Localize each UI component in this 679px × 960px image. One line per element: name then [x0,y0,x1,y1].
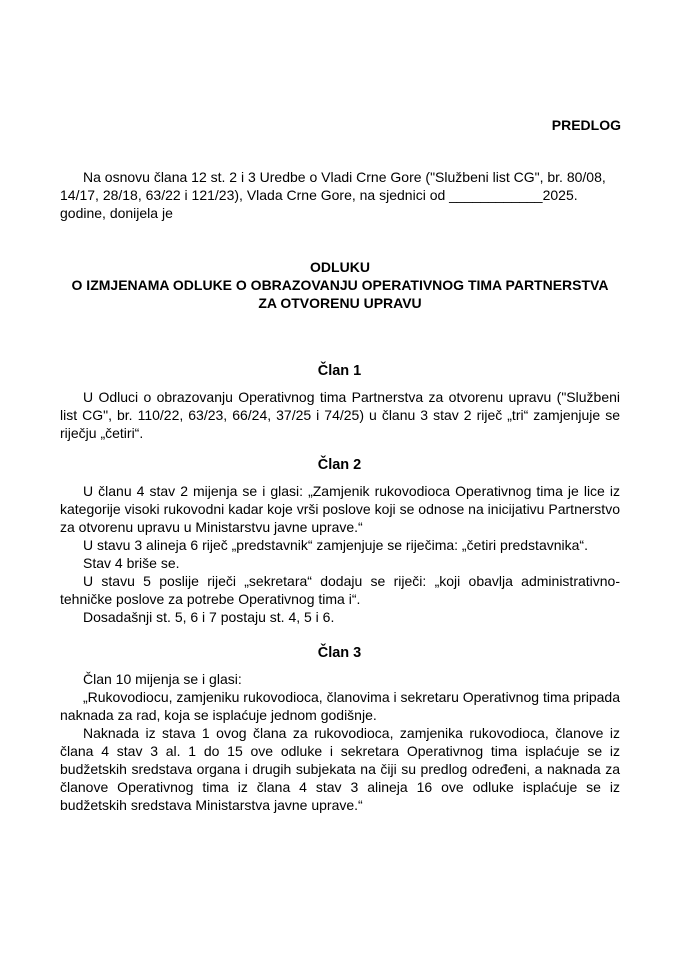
preamble-line: 14/17, 28/18, 63/22 i 121/23), Vlada Crne Gore, na sjednici od ____________2025. [60,187,578,203]
title-line: ZA OTVORENU UPRAVU [258,295,422,311]
article-paragraph: U stavu 3 alineja 6 riječ „predstavnik“ zamjenjuje se riječima: „četiri predstavnika“. [83,537,588,553]
article-body [60,388,620,442]
article-body [60,482,620,626]
article-paragraph: Dosadašnji st. 5, 6 i 7 postaju st. 4, 5 i 6. [83,609,335,625]
title-line: O IZMJENAMA ODLUKE O OBRAZOVANJU OPERATIVNOG TIMA PARTNERSTVA [71,277,609,293]
article-paragraph: „Rukovodiocu, zamjeniku rukovodioca, članovima i sekretaru Operativnog tima pripada naknada za rad, koja se isplaćuje jednom godišnje. [60,689,620,723]
article-heading: Član 2 [317,457,362,473]
preamble-line: Na osnovu člana 12 st. 2 i 3 Uredbe o Vladi Crne Gore ("Službeni list CG", br. 80/08, [83,169,606,185]
article-paragraph: Član 10 mijenja se i glasi: [83,671,242,687]
article-heading: Član 3 [317,645,362,661]
article-paragraph: U stavu 5 poslije riječi „sekretara“ dodaju se riječi: „koji obavlja administrativno-tehničke poslove za potrebe Operativnog tima i“. [60,573,620,607]
document-title [60,258,620,312]
article-paragraph: Stav 4 briše se. [83,555,180,571]
preamble [60,168,620,222]
proposal-label: PREDLOG [551,117,621,133]
article-paragraph: U članu 4 stav 2 mijenja se i glasi: „Zamjenik rukovodioca Operativnog tima je lice iz kategorije visoki rukovodni kadar koje vrši poslove koji se odnose na inicijativu Partnerstvo za otvorenu upravu u Ministarstvu javne uprave.“ [60,483,620,535]
article-body [60,670,620,814]
preamble-line: godine, donijela je [60,205,173,221]
article-heading: Član 1 [317,363,362,379]
article-paragraph: U Odluci o obrazovanju Operativnog tima Partnerstva za otvorenu upravu ("Službeni list CG", br. 110/22, 63/23, 66/24, 37/25 i 74/25) u članu 3 stav 2 riječ „tri“ zamjenjuje se riječju „četiri“. [60,389,620,441]
article-paragraph: Naknada iz stava 1 ovog člana za rukovodioca, zamjenika rukovodioca, članove iz člana 4 stav 3 al. 1 do 15 ove odluke i sekretara Operativnog tima isplaćuje se iz budžetskih sredstava organa i drugih subjekata na čiji su predlog određeni, a naknada za članove Operativnog tima iz člana 4 stav 3 alineja 16 ove odluke isplaćuje se iz budžetskih sredstava Ministarstva javne uprave.“ [60,725,620,813]
title-line: ODLUKU [310,259,370,275]
